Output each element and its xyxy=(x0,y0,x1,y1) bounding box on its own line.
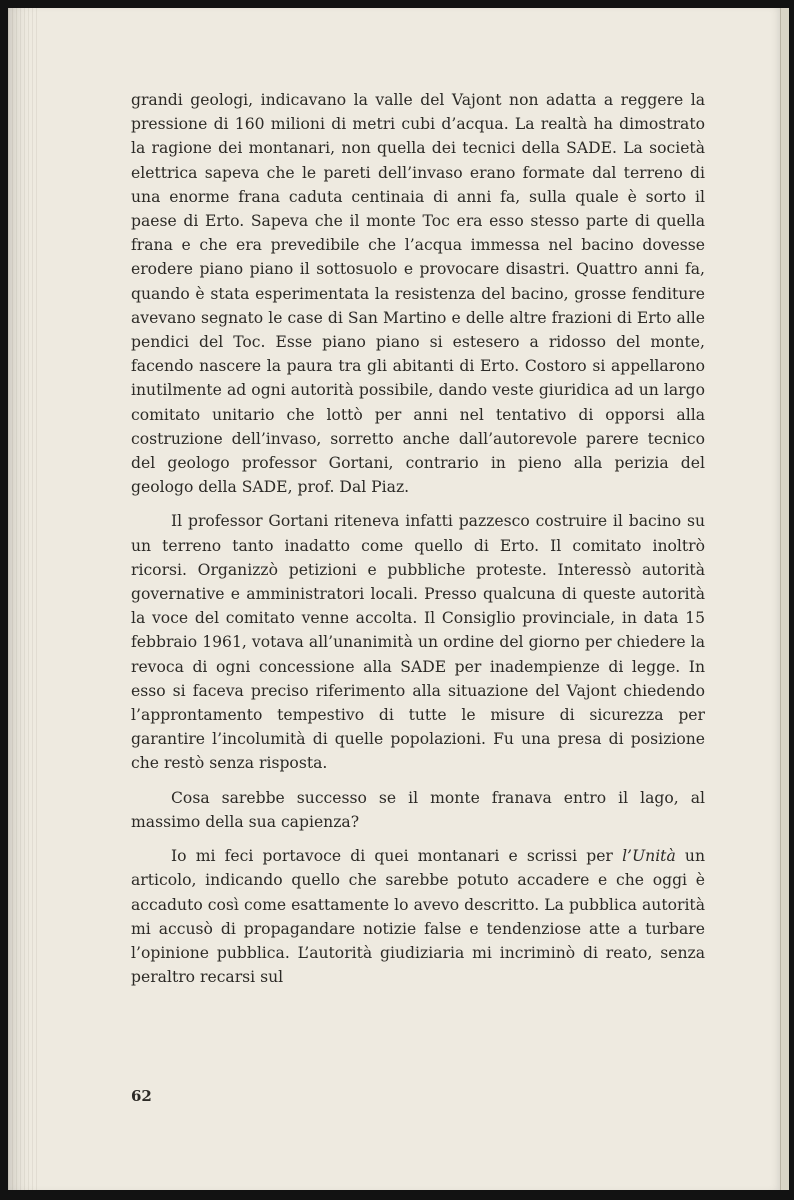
page-binding-edge xyxy=(8,8,38,1190)
paragraph-4-after: un articolo, indicando quello che sarebbe potuto accadere e che oggi è accaduto così come esattamente lo avevo descritto. La pubblica autorità mi accusò di propagandare notizie false e tendenziose atte a turbare l’opinione pubblica. L’autorità giudiziaria mi incriminò di reato, senza peraltro recarsi sul xyxy=(131,847,705,987)
paragraph-4 xyxy=(131,844,705,989)
paragraph-3: Cosa sarebbe successo se il monte franava entro il lago, al massimo della sua capienza? xyxy=(131,788,705,831)
paragraph-1: grandi geologi, indicavano la valle del Vajont non adatta a reggere la pressione di 160 milioni di metri cubi d’acqua. La realtà ha dimostrato la ragione dei montanari, non quella dei tecnici della SADE. La società elettrica sapeva che le pareti dell’invaso erano formate dal terreno di una enorme frana caduta centinaia di anni fa, sulla quale è sorto il paese di Erto. Sapeva che il monte Toc era esso stesso parte di quella frana e che era prevedibile che l’acqua immessa nel bacino dovesse erodere piano piano il sottosuolo e provocare disastri. Quattro anni fa, quando è stata esperimentata la resistenza del bacino, grosse fenditure avevano segnato le case di San Martino e delle altre frazioni di Erto alle pendici del Toc. Esse piano piano si estesero a ridosso del monte, facendo nascere la paura tra gli abitanti di Erto. Costoro si appellarono inutilmente ad ogni autorità possibile, dando veste giuridica ad un largo comitato unitario che lottò per anni nel tentativo di opporsi alla costruzione dell’invaso, sorretto anche dall’autorevole parere tecnico del geologo professor Gortani, contrario in pieno alla perizia del geologo della SADE, prof. Dal Piaz. xyxy=(131,91,705,497)
newspaper-title: l’Unità xyxy=(622,847,676,866)
paragraph-4-before: Io mi feci portavoce di quei montanari e scrissi per xyxy=(171,847,623,866)
page-text-block xyxy=(131,88,705,999)
paragraph-2: Il professor Gortani riteneva infatti pazzesco costruire il bacino su un terreno tanto inadatto come quello di Erto. Il comitato inoltrò ricorsi. Organizzò petizioni e pubbliche proteste. Interessò autorità governative e amministratori locali. Presso qualcuna di queste autorità la voce del comitato venne accolta. Il Consiglio provinciale, in data 15 febbraio 1961, votava all’unanimità un ordine del giorno per chiedere la revoca di ogni concessione alla SADE per inadempienze di legge. In esso si faceva preciso riferimento alla situazione del Vajont chiedendo l’approntamento tempestivo di tutte le misure di sicurezza per garantire l’incolumità di quelle popolazioni. Fu una presa di posizione che restò senza risposta. xyxy=(131,512,705,773)
page-number: 62 xyxy=(131,1087,152,1105)
adjacent-page-edge xyxy=(780,8,789,1190)
